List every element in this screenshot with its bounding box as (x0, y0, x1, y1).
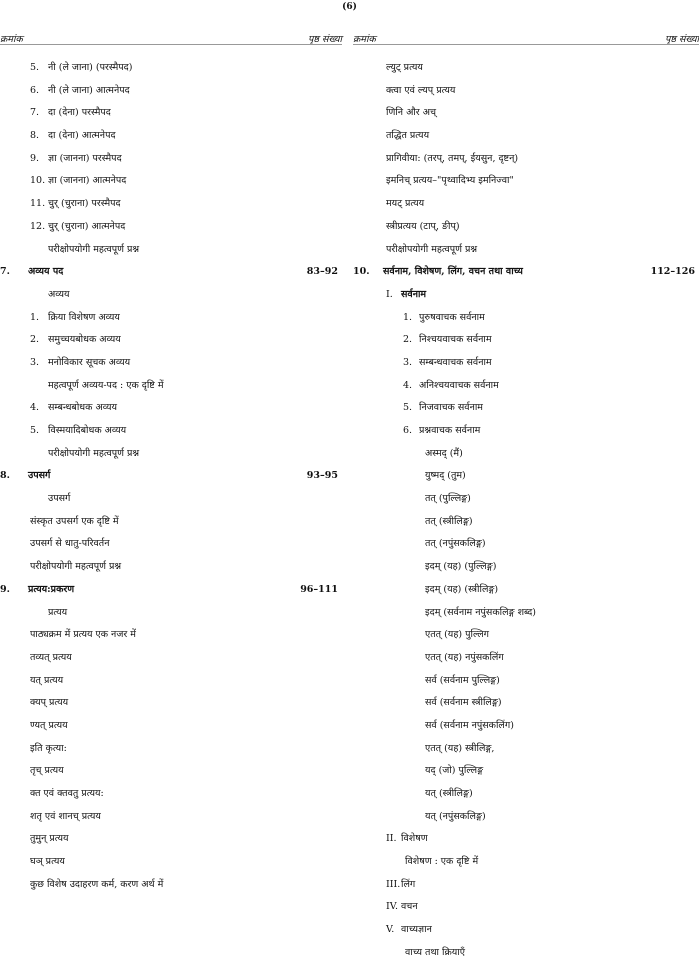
toc-entry (0, 561, 342, 584)
entry-title: निजवाचक सर्वनाम (419, 402, 483, 414)
toc-entry (0, 856, 342, 879)
entry-title: विशेषण (401, 833, 428, 845)
entry-title: नी (ले जाना) आत्मनेपद (48, 84, 130, 96)
toc-entry (353, 334, 699, 357)
toc-entry (0, 788, 342, 811)
entry-title: पाठ्यक्रम में प्रत्यय एक नजर में (30, 629, 136, 641)
entry-title: सर्व (सर्वनाम नपुंसकलिंग) (425, 719, 514, 731)
entry-title: स्त्रीप्रत्यय (टाप्, ङीप्) (386, 220, 460, 232)
toc-entry (353, 107, 699, 130)
entry-title: णिनि और अच् (386, 107, 436, 119)
toc-entry (353, 175, 699, 198)
entry-number: 2. (403, 334, 413, 346)
header-rule (353, 44, 699, 45)
entry-title: चुर् (चुराना) परस्मैपद (48, 198, 121, 210)
entry-title: एतत् (यह) पुल्लिग (425, 629, 490, 641)
entry-title: सम्बन्धबोधक अव्यय (48, 402, 117, 414)
entry-number: II. (386, 833, 397, 845)
entry-title: अस्मद् (मैं) (425, 447, 463, 459)
entry-title: नी (ले जाना) (परस्मैपद) (48, 62, 133, 73)
entry-title: अनिश्चयवाचक सर्वनाम (419, 379, 499, 391)
entry-title: घञ् प्रत्यय (30, 856, 65, 868)
entry-title: ज्ञा (जानना) आत्मनेपद (48, 175, 127, 187)
toc-entry (353, 538, 699, 561)
toc-entry (353, 833, 699, 856)
toc-entry (0, 879, 342, 902)
toc-entry (0, 493, 342, 516)
toc-entry (353, 856, 699, 879)
toc-entry (353, 289, 699, 312)
toc-rows-left (0, 62, 342, 901)
entry-title: महत्वपूर्ण अव्यय-पद : एक दृष्टि में (48, 379, 164, 391)
toc-entry (353, 584, 699, 607)
entry-title: सम्बन्धवाचक सर्वनाम (419, 356, 492, 368)
entry-title: इति कृत्या: (30, 742, 67, 754)
toc-entry (353, 198, 699, 221)
header-rule (0, 44, 342, 45)
toc-entry (0, 425, 342, 448)
toc-entry (0, 675, 342, 698)
entry-title: उपसर्ग से धातु-परिवर्तन (30, 538, 110, 550)
toc-entry (0, 743, 342, 766)
entry-number: 3. (30, 356, 40, 368)
entry-number: 5. (403, 402, 413, 414)
header-serial-label: क्रमांक (353, 34, 376, 45)
entry-title: वाच्य तथा क्रियाएँ (405, 946, 465, 958)
entry-title: इमनिच् प्रत्यय–"पृथ्वादिभ्य इमनिज्वा" (386, 175, 514, 187)
entry-number: 6. (30, 84, 40, 96)
toc-entry (353, 629, 699, 652)
entry-number: 6. (403, 425, 413, 436)
toc-entry (353, 153, 699, 176)
page-range: 93–95 (306, 470, 338, 482)
entry-title: क्त एवं क्तवतु प्रत्यय: (30, 788, 104, 799)
toc-header (0, 32, 342, 48)
toc-entry (0, 357, 342, 380)
entry-number: 4. (403, 379, 413, 391)
toc-entry (0, 765, 342, 788)
entry-title: ज्ञा (जानना) परस्मैपद (48, 152, 122, 164)
toc-entry (0, 652, 342, 675)
entry-title: संस्कृत उपसर्ग एक दृष्टि में (30, 515, 119, 527)
toc-entry (353, 448, 699, 471)
entry-title: यत् प्रत्यय (30, 674, 64, 686)
entry-title: परीक्षोपयोगी महत्वपूर्ण प्रश्न (48, 243, 140, 255)
entry-title: युष्मद् (तुम) (425, 470, 466, 482)
toc-entry (353, 947, 699, 970)
entry-number: 3. (403, 356, 413, 368)
chapter-entry (0, 266, 342, 289)
entry-title: यत् (स्त्रीलिङ्ग) (425, 788, 473, 799)
toc-entry (353, 607, 699, 630)
entry-number: 5. (30, 62, 40, 73)
toc-entry (0, 85, 342, 108)
toc-entry (0, 833, 342, 856)
page-range: 83–92 (306, 266, 338, 278)
entry-number: V. (386, 924, 395, 936)
entry-number: 11. (30, 198, 46, 210)
entry-title: शतृ एवं शानच् प्रत्यय (30, 810, 101, 822)
entry-number: 5. (30, 425, 40, 436)
toc-entry (0, 811, 342, 834)
page-range: 112–126 (650, 266, 695, 278)
entry-title: क्त्वा एवं ल्यप् प्रत्यय (386, 84, 456, 96)
toc-entry (353, 85, 699, 108)
toc-entry (0, 221, 342, 244)
toc-entry (353, 901, 699, 924)
toc-entry (353, 221, 699, 244)
toc-entry (353, 425, 699, 448)
entry-title: सर्व (सर्वनाम पुल्लिङ्ग) (425, 674, 500, 686)
entry-title: पुरुषवाचक सर्वनाम (419, 311, 485, 323)
entry-number: 9. (30, 152, 40, 164)
entry-title: क्रिया विशेषण अव्यय (48, 311, 120, 323)
entry-title: उपसर्ग (48, 493, 71, 505)
toc-entry (0, 607, 342, 630)
entry-title: समुच्चयबोधक अव्यय (48, 334, 121, 346)
entry-title: प्रश्नवाचक सर्वनाम (419, 425, 481, 436)
toc-entry (0, 107, 342, 130)
entry-title: परीक्षोपयोगी महत्वपूर्ण प्रश्न (30, 561, 122, 573)
toc-entry (0, 153, 342, 176)
entry-title: दा (देना) आत्मनेपद (48, 130, 116, 142)
toc-entry (353, 652, 699, 675)
toc-entry (353, 130, 699, 153)
entry-title: तृच् प्रत्यय (30, 765, 64, 777)
entry-title: तुमुन् प्रत्यय (30, 833, 69, 845)
entry-number: 12. (30, 220, 46, 232)
entry-number: 4. (30, 402, 40, 414)
toc-entry (353, 811, 699, 834)
chapter-entry (0, 470, 342, 493)
entry-number: 10. (30, 175, 46, 187)
chapter-entry (353, 266, 699, 289)
entry-title: सर्वनाम, विशेषण, लिंग, वचन तथा वाच्य (383, 266, 523, 278)
toc-entry (0, 244, 342, 267)
entry-title: यत् (नपुंसकलिङ्ग) (425, 810, 486, 822)
entry-title: सर्वनाम (401, 288, 427, 300)
toc-entry (353, 244, 699, 267)
toc-entry (0, 697, 342, 720)
toc-entry (353, 743, 699, 766)
entry-title: तत् (स्त्रीलिङ्ग) (425, 515, 473, 527)
page-range: 96–111 (300, 583, 338, 595)
toc-entry (353, 924, 699, 947)
entry-number: IV. (386, 901, 398, 913)
toc-entry (0, 198, 342, 221)
entry-number: 1. (30, 311, 40, 323)
toc-entry (0, 334, 342, 357)
toc-entry (0, 516, 342, 539)
entry-title: तव्यत् प्रत्यय (30, 651, 72, 663)
toc-entry (353, 879, 699, 902)
entry-title: तत् (पुल्लिङ्ग) (425, 493, 471, 505)
toc-entry (353, 765, 699, 788)
page-number: (6) (342, 2, 357, 12)
entry-title: विशेषण : एक दृष्टि में (405, 856, 479, 868)
toc-entry (0, 175, 342, 198)
toc-entry (353, 62, 699, 85)
entry-title: मयट् प्रत्यय (386, 198, 425, 210)
entry-title: परीक्षोपयोगी महत्वपूर्ण प्रश्न (386, 243, 478, 255)
entry-title: प्रागिवीया: (तरप्, तमप्, ईयसुन, दृष्टन्) (386, 152, 519, 164)
entry-title: इदम् (सर्वनाम नपुंसकलिङ्ग शब्द) (425, 606, 536, 618)
entry-title: यद् (जो) पुल्लिङ्ग (425, 765, 484, 777)
toc-entry (353, 516, 699, 539)
chapter-entry (0, 584, 342, 607)
entry-number: 2. (30, 334, 40, 346)
entry-title: लिंग (401, 878, 416, 890)
toc-entry (353, 312, 699, 335)
entry-title: मनोविकार सूचक अव्यय (48, 356, 131, 368)
entry-number: 7. (0, 266, 10, 278)
entry-title: विस्मयादिबोधक अव्यय (48, 425, 127, 436)
toc-entry (353, 697, 699, 720)
toc-entry (0, 448, 342, 471)
entry-number: 8. (0, 470, 10, 482)
toc-entry (0, 289, 342, 312)
toc-entry (0, 720, 342, 743)
toc-entry (0, 538, 342, 561)
entry-title: ल्युट् प्रत्यय (386, 62, 423, 73)
entry-title: क्यप् प्रत्यय (30, 697, 69, 709)
toc-entry (0, 62, 342, 85)
entry-number: 8. (30, 130, 40, 142)
entry-number: 7. (30, 107, 40, 119)
toc-entry (353, 675, 699, 698)
toc-entry (353, 493, 699, 516)
entry-title: अव्यय (48, 288, 70, 300)
entry-title: प्रत्यय:प्रकरण (28, 583, 75, 595)
toc-entry (353, 380, 699, 403)
entry-title: ण्यत् प्रत्यय (30, 719, 68, 731)
entry-title: तत् (नपुंसकलिङ्ग) (425, 538, 486, 550)
entry-title: दा (देना) परस्मैपद (48, 107, 111, 119)
entry-title: कुछ विशेष उदाहरण कर्म, करण अर्थ में (30, 878, 164, 890)
entry-title: अव्यय पद (28, 266, 64, 278)
entry-number: 9. (0, 583, 10, 595)
entry-number: 10. (353, 266, 370, 278)
header-page-label: पृष्ठ संख्या (665, 34, 699, 45)
entry-title: उपसर्ग (28, 470, 51, 482)
entry-title: तद्धित प्रत्यय (386, 130, 430, 142)
toc-entry (353, 561, 699, 584)
entry-title: एतत् (यह) स्त्रीलिङ्ग, (425, 742, 495, 754)
entry-title: इदम् (यह) (स्त्रीलिङ्ग) (425, 583, 499, 595)
toc-entry (0, 380, 342, 403)
entry-title: इदम् (यह) (पुल्लिङ्ग) (425, 561, 497, 573)
toc-entry (0, 130, 342, 153)
toc-entry (0, 312, 342, 335)
toc-rows-right (353, 62, 699, 970)
entry-number: III. (386, 878, 401, 890)
entry-title: वचन (401, 901, 418, 913)
toc-entry (353, 357, 699, 380)
entry-title: प्रत्यय (48, 606, 68, 618)
entry-title: निश्चयवाचक सर्वनाम (419, 334, 492, 346)
entry-title: चुर् (चुराना) आत्मनेपद (48, 220, 126, 232)
entry-title: एतत् (यह) नपुंसकलिंग (425, 651, 504, 663)
toc-entry (353, 470, 699, 493)
entry-title: परीक्षोपयोगी महत्वपूर्ण प्रश्न (48, 447, 140, 459)
entry-number: 1. (403, 311, 413, 323)
toc-entry (0, 402, 342, 425)
toc-entry (353, 402, 699, 425)
entry-title: वाच्यज्ञान (401, 924, 432, 936)
entry-title: सर्व (सर्वनाम स्त्रीलिङ्ग) (425, 697, 502, 709)
toc-entry (353, 720, 699, 743)
entry-number: I. (386, 288, 393, 300)
toc-entry (0, 629, 342, 652)
toc-header (353, 32, 699, 48)
header-serial-label: क्रमांक (0, 34, 23, 45)
header-page-label: पृष्ठ संख्या (308, 34, 342, 45)
toc-entry (353, 788, 699, 811)
